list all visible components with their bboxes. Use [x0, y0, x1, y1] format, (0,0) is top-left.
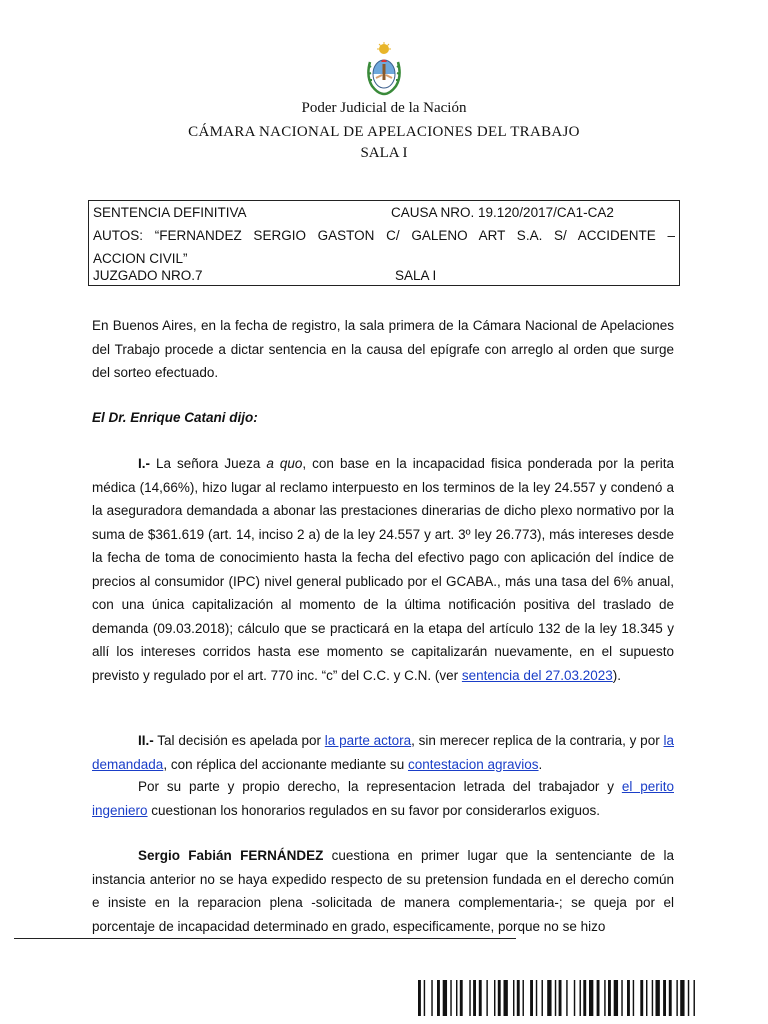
section-1-paragraph: [92, 452, 674, 687]
sentencia-link[interactable]: sentencia del 27.03.2023: [461, 667, 613, 683]
barcode-bar: [646, 980, 647, 1016]
fees-text-a: Por su parte y propio derecho, la representacion letrada del trabajador y: [138, 779, 622, 794]
section-1-text-a: La señora Jueza: [150, 456, 267, 471]
barcode-bar: [604, 980, 605, 1016]
a-quo-term: a quo: [266, 456, 303, 471]
perito-ingeniero-link[interactable]: el perito ingeniero: [92, 779, 674, 818]
barcode-bar: [559, 980, 562, 1016]
barcode-bar: [640, 980, 643, 1016]
parte-actora-link[interactable]: la parte actora: [324, 733, 412, 748]
barcode-bar: [633, 980, 634, 1016]
coat-of-arms-icon: [362, 42, 406, 98]
appellant-text: cuestiona en primer lugar que la sentenciante de la instancia anterior no se haya expedido respecto de su pretension fundada en el derecho común e insiste en la reparacion plena -solicitada de manera complementaria-; se queja por el porcentaje de incapacidad determinado en grado, especificamente, porque no se hizo: [92, 848, 675, 934]
barcode-bar: [469, 980, 470, 1016]
barcode-bar: [450, 980, 451, 1016]
barcode-bar: [530, 980, 533, 1016]
barcode-bar: [688, 980, 689, 1016]
case-autos-cont: ACCION CIVIL”: [93, 251, 188, 266]
case-autos: AUTOS: “FERNANDEZ SERGIO GASTON C/ GALENO ART S.A. S/ ACCIDENTE –: [93, 228, 675, 243]
barcode-bar: [437, 980, 440, 1016]
fees-paragraph: [92, 775, 674, 822]
barcode-bar: [589, 980, 593, 1016]
section-2-number: II.-: [138, 733, 154, 748]
barcode-bar: [517, 980, 520, 1016]
barcode-bar: [566, 980, 567, 1016]
barcode-bar: [608, 980, 611, 1016]
barcode-bar: [418, 980, 421, 1016]
court-number: JUZGADO NRO.7: [93, 268, 203, 283]
demandada-link[interactable]: la demandada: [92, 733, 674, 772]
chamber-sala: SALA I: [360, 145, 408, 161]
barcode-bar: [504, 980, 508, 1016]
barcode-bar: [431, 980, 432, 1016]
case-row-4: [93, 264, 437, 287]
barcode-bar: [580, 980, 581, 1016]
section-2-paragraph: [92, 729, 674, 776]
barcode-bar: [652, 980, 653, 1016]
barcode-bar: [486, 980, 487, 1016]
case-info-box: [88, 200, 680, 286]
court-name: Poder Judicial de la Nación: [301, 100, 467, 116]
barcode-bar: [656, 980, 660, 1016]
barcode-bar: [456, 980, 457, 1016]
barcode-bar: [621, 980, 622, 1016]
barcode-bar: [663, 980, 666, 1016]
barcode-bar: [614, 980, 618, 1016]
footnote-divider: [14, 938, 516, 939]
contestacion-agravios-link[interactable]: contestacion agravios: [407, 756, 539, 772]
section-1-text-b: , con base en la incapacidad fisica ponderada por la perita médica (14,66%), hizo lugar al reclamo interpuesto en los terminos de la ley 24.557 y condenó a la aseguradora demandada a abonar las prestaciones dinerarias de dicho plexo normativo por la suma de $361.619 (art. 14, inciso 2 a) de la ley 24.557 y art. 3º ley 26.773), más intereses desde la fecha de toma de conocimiento hasta la fecha del efectivo pago con aplicación del índice de precios al consumidor (IPC) nivel general publicado por el GCABA., más una tasa del 6% anual, con una única capitalización al momento de la última notificación positiva del traslado de demanda (09.03.2018); cálculo que se practicará en la etapa del artículo 132 de la ley 18.345 y allí los intereses corridos hasta ese momento se capitalizarán nuevamente, en el supuesto previsto y regulado por el art. 770 inc. “c” del C.C. y C.N. (ver: [92, 456, 674, 683]
barcode-bar: [523, 980, 524, 1016]
case-row-1: [93, 201, 614, 224]
barcode-bar: [513, 980, 514, 1016]
barcode-bar: [669, 980, 672, 1016]
barcode-bar: [583, 980, 586, 1016]
barcode-bar: [676, 980, 677, 1016]
appellant-paragraph: [92, 844, 674, 938]
barcode-bar: [443, 980, 447, 1016]
sentence-type: SENTENCIA DEFINITIVA: [93, 205, 247, 220]
chamber-name: CÁMARA NACIONAL DE APELACIONES DEL TRABAJO: [188, 124, 580, 140]
barcode-bar: [473, 980, 476, 1016]
barcode-bar: [498, 980, 501, 1016]
barcode-bar: [555, 980, 556, 1016]
section-2-text-c: , con réplica del accionante mediante su: [163, 756, 408, 772]
barcode-bar: [460, 980, 463, 1016]
barcode-bar: [542, 980, 543, 1016]
section-2-text-b: , sin merecer replica de la contraria, y por: [411, 733, 664, 748]
fees-text-b: cuestionan los honorarios regulados en su favor por considerarlos exiguos.: [147, 802, 601, 818]
judge-heading: El Dr. Enrique Catani dijo:: [92, 410, 258, 425]
section-2-text-a: Tal decisión es apelada por: [153, 733, 325, 748]
section-2-text-d: .: [538, 756, 543, 772]
barcode-bar: [536, 980, 537, 1016]
barcode-bar: [424, 980, 425, 1016]
barcode-icon: [418, 980, 768, 1016]
barcode-bar: [627, 980, 630, 1016]
case-number: CAUSA NRO. 19.120/2017/CA1-CA2: [391, 205, 614, 220]
barcode-bar: [574, 980, 575, 1016]
barcode-bar: [694, 980, 695, 1016]
barcode-bar: [680, 980, 684, 1016]
barcode-bar: [494, 980, 495, 1016]
intro-paragraph: En Buenos Aires, en la fecha de registro, la sala primera de la Cámara Nacional de Apelaciones del Trabajo procede a dictar sentencia en la causa del epígrafe con arreglo al orden que surge del sorteo efectuado.: [92, 318, 674, 380]
barcode-bar: [547, 980, 551, 1016]
appellant-name: Sergio Fabián FERNÁNDEZ: [138, 848, 324, 863]
section-1-text-c: ).: [612, 667, 622, 683]
section-1-number: I.-: [138, 456, 150, 471]
barcode-bar: [479, 980, 482, 1016]
case-sala: SALA I: [395, 268, 437, 283]
barcode-bar: [597, 980, 600, 1016]
